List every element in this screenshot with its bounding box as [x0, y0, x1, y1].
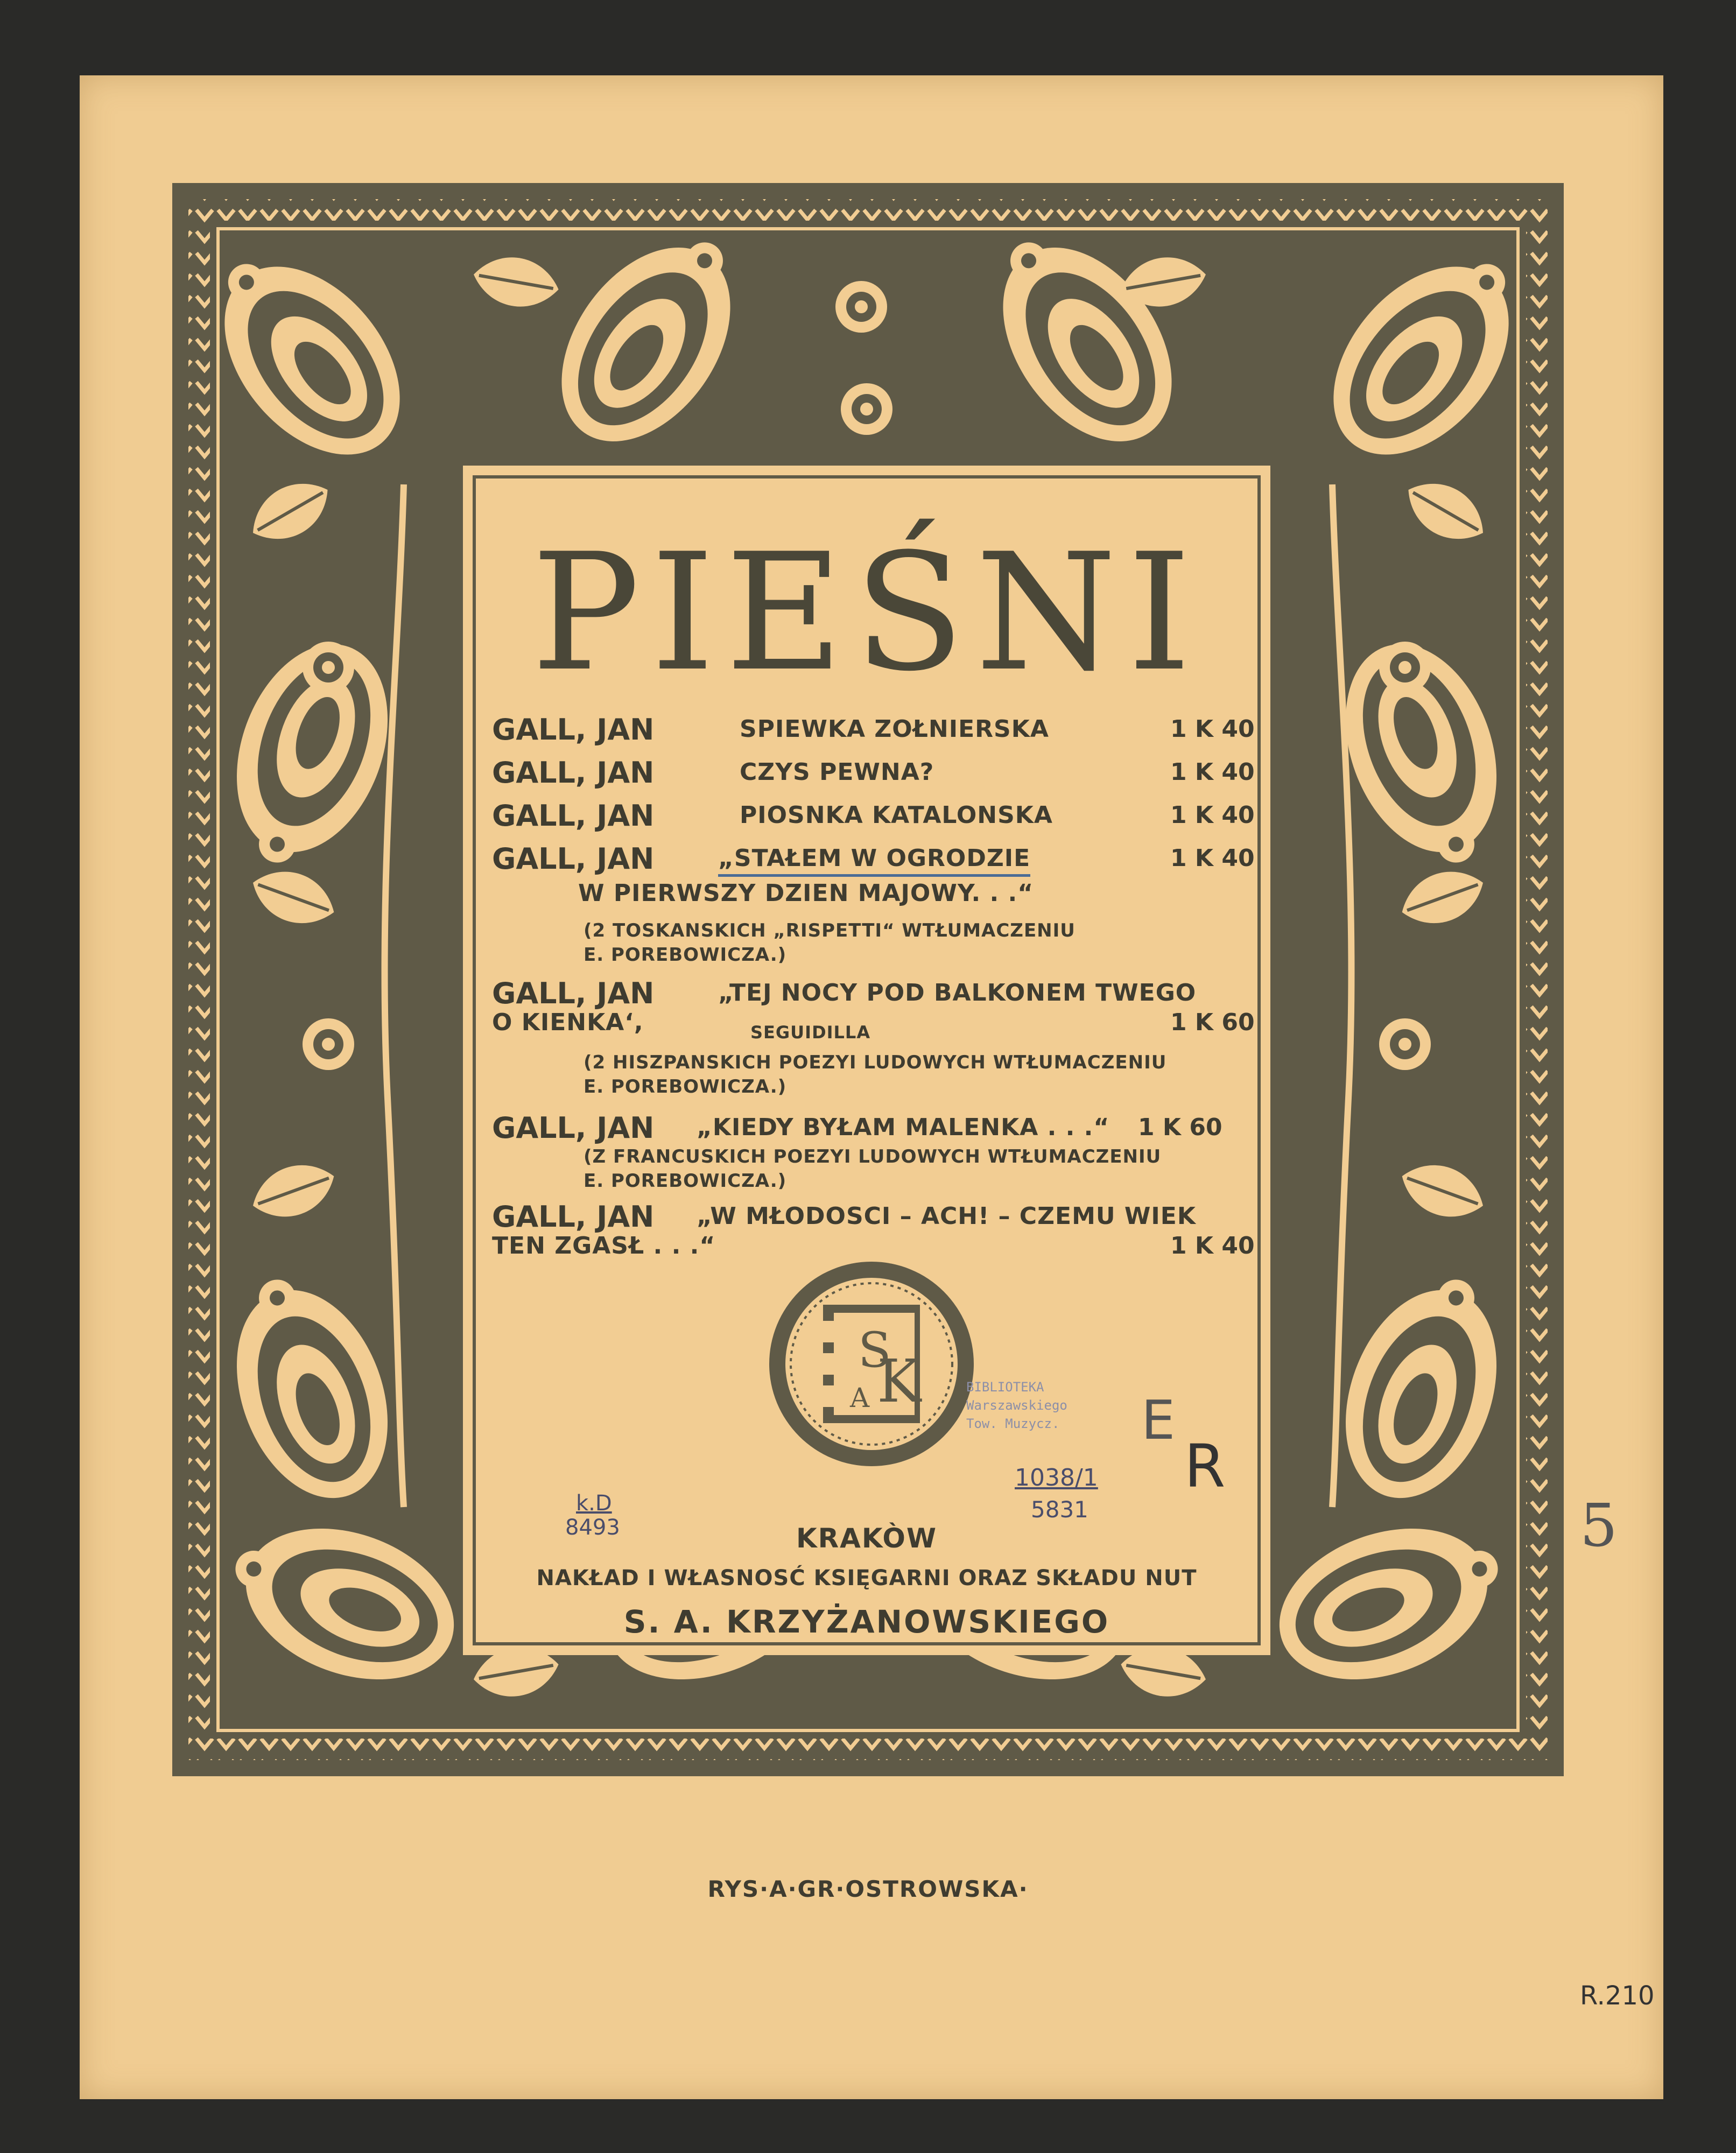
title-panel: [463, 466, 1270, 1655]
song-price: 1 K 40: [1170, 758, 1255, 786]
song-note: (2 TOSKANSKICH „RISPETTI“ WTŁUMACZENIU: [584, 920, 1076, 941]
song-title: „STAŁEM W OGRODZIE: [718, 845, 1030, 877]
song-price: 1 K 40: [1170, 845, 1255, 872]
song-price: 1 K 60: [1138, 1114, 1222, 1141]
song-title-continued: O KIENKA‘,: [492, 1009, 644, 1036]
handwritten-code: k.D: [576, 1491, 612, 1516]
song-title: „KIEDY BYŁAM MALENKA . . .“: [697, 1114, 1110, 1141]
song-composer: GALL, JAN: [492, 799, 655, 833]
handwritten-stamp-number: 1038/1: [1015, 1464, 1098, 1491]
svg-text:K: K: [877, 1347, 922, 1416]
song-composer: GALL, JAN: [492, 713, 655, 747]
song-price: 1 K 40: [1170, 1232, 1255, 1260]
publisher-name: S. A. KRZYŻANOWSKIEGO: [623, 1603, 1110, 1640]
song-composer: GALL, JAN: [492, 756, 655, 790]
stamp-line: BIBLIOTEKA: [966, 1380, 1044, 1395]
song-note: (2 HISZPANSKICH POEZYI LUDOWYCH WTŁUMACZENIU: [584, 1052, 1167, 1073]
handwritten-corner-code: R.210: [1580, 1981, 1655, 2011]
song-title: „W MŁODOSCI – ACH! – CZEMU WIEK: [697, 1202, 1196, 1230]
song-title-continued: TEN ZGASŁ . . .“: [492, 1232, 716, 1260]
handwritten-mark-e: E: [1141, 1389, 1176, 1452]
song-price: 1 K 60: [1170, 1009, 1255, 1036]
song-note: E. POREBOWICZA.): [584, 1076, 787, 1097]
page-title: PIEŚNI: [531, 519, 1202, 707]
handwritten-stamp-sub: 5831: [1031, 1496, 1088, 1523]
stamp-line: Tow. Muzycz.: [966, 1416, 1060, 1431]
svg-text:S: S: [858, 1322, 891, 1378]
song-note: E. POREBOWICZA.): [584, 1170, 787, 1192]
song-price: 1 K 40: [1170, 715, 1255, 743]
song-title: „TEJ NOCY POD BALKONEM TWEGO: [718, 979, 1197, 1007]
publisher-city: KRAKÒW: [796, 1523, 938, 1554]
song-composer: GALL, JAN: [492, 842, 655, 876]
handwritten-five: 5: [1580, 1491, 1618, 1560]
handwritten-number: 8493: [565, 1515, 620, 1540]
song-price: 1 K 40: [1170, 801, 1255, 829]
library-stamp: [966, 1378, 1128, 1433]
song-title: PIOSNKA KATALONSKA: [740, 801, 1053, 829]
publisher-line: NAKŁAD I WŁASNOSĆ KSIĘGARNI ORAZ SKŁADU NUT: [536, 1566, 1197, 1591]
song-title-continued: W PIERWSZY DZIEN MAJOWY. . .“: [578, 880, 1034, 907]
song-note: (Z FRANCUSKICH POEZYI LUDOWYCH WTŁUMACZENIU: [584, 1146, 1162, 1167]
handwritten-mark-r: R: [1184, 1432, 1226, 1501]
song-note: E. POREBOWICZA.): [584, 944, 787, 966]
song-subtitle: SEGUIDILLA: [750, 1022, 871, 1043]
song-title: SPIEWKA ZOŁNIERSKA: [740, 715, 1049, 743]
song-title: CZYS PEWNA?: [740, 758, 934, 786]
song-composer: GALL, JAN: [492, 1111, 655, 1145]
artist-credit: RYS·A·GR·OSTROWSKA·: [707, 1876, 1029, 1902]
song-composer: GALL, JAN: [492, 1200, 655, 1234]
svg-text:A: A: [850, 1382, 870, 1413]
publisher-seal-logo: [764, 1256, 979, 1472]
stamp-line: Warszawskiego: [966, 1398, 1067, 1413]
song-composer: GALL, JAN: [492, 976, 655, 1010]
